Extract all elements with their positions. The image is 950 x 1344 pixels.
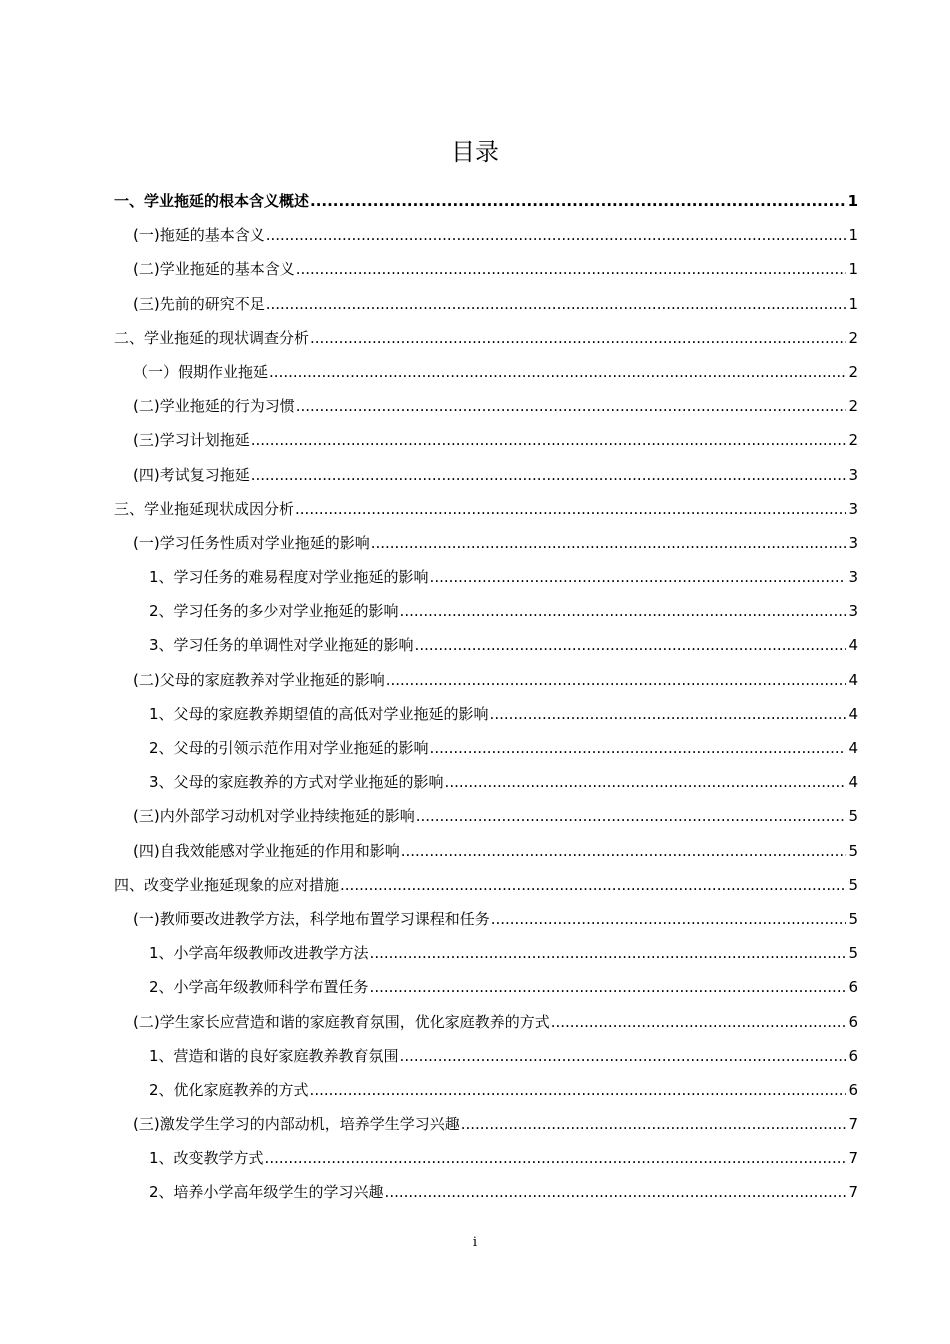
page-number: i — [472, 1235, 478, 1250]
toc-entry-page: 2 — [848, 362, 858, 381]
toc-entry[interactable] — [114, 1107, 858, 1141]
toc-entry[interactable] — [114, 799, 858, 833]
toc-entry-page: 1 — [848, 294, 858, 313]
dot-leader — [385, 1175, 847, 1209]
dot-leader — [296, 389, 847, 423]
toc-entry[interactable] — [114, 628, 858, 662]
toc-entry[interactable] — [114, 663, 858, 697]
toc-entry-page: 5 — [848, 909, 858, 928]
toc-entry-label: 2、培养小学高年级学生的学习兴趣 — [149, 1183, 384, 1202]
toc-entry-page: 4 — [848, 636, 858, 655]
dot-leader — [461, 1107, 847, 1141]
dot-leader — [296, 252, 847, 286]
toc-entry-page: 1 — [847, 192, 858, 210]
toc-entry-page: 2 — [848, 397, 858, 416]
toc-entry-label: 1、改变教学方式 — [149, 1149, 264, 1168]
toc-entry[interactable] — [114, 970, 858, 1004]
toc-entry[interactable] — [114, 218, 858, 252]
toc-entry[interactable] — [114, 252, 858, 286]
toc-entry-page: 1 — [848, 226, 858, 245]
toc-entry[interactable] — [114, 731, 858, 765]
dot-leader — [266, 287, 847, 321]
dot-leader — [430, 560, 847, 594]
toc-title: 目录 — [451, 138, 499, 166]
toc-entry-page: 4 — [848, 739, 858, 757]
toc-entry-label: 2、优化家庭教养的方式 — [149, 1080, 309, 1099]
dot-leader — [445, 765, 847, 799]
toc-entry-label: 1、父母的家庭教养期望值的高低对学业拖延的影响 — [149, 704, 489, 723]
toc-entry[interactable] — [114, 458, 858, 492]
toc-entry-page: 6 — [848, 1012, 858, 1031]
table-of-contents — [114, 184, 858, 1210]
toc-entry[interactable] — [114, 868, 858, 902]
toc-entry-page: 7 — [848, 1149, 858, 1168]
toc-entry-label: (二)学业拖延的基本含义 — [133, 260, 295, 279]
toc-entry[interactable] — [114, 321, 858, 355]
toc-entry[interactable] — [114, 1039, 858, 1073]
dot-leader — [295, 492, 846, 526]
dot-leader — [370, 936, 847, 970]
toc-entry-label: 四、改变学业拖延现象的应对措施 — [114, 875, 340, 894]
toc-entry[interactable] — [114, 526, 858, 560]
dot-leader — [370, 970, 847, 1004]
toc-entry-label: 1、学习任务的难易程度对学业拖延的影响 — [149, 568, 429, 587]
dot-leader — [265, 1141, 847, 1175]
toc-entry-page: 4 — [848, 704, 858, 723]
toc-entry[interactable] — [114, 594, 858, 628]
toc-entry-page: 5 — [848, 875, 858, 894]
toc-entry[interactable] — [114, 492, 858, 526]
toc-entry-label: (二)学生家长应营造和谐的家庭教育氛围，优化家庭教养的方式 — [133, 1012, 550, 1031]
dot-leader — [401, 834, 847, 868]
toc-entry[interactable] — [114, 1005, 858, 1039]
dot-leader — [490, 697, 847, 731]
toc-entry-page: 2 — [848, 328, 858, 347]
toc-entry[interactable] — [114, 902, 858, 936]
toc-entry-label: 三、学业拖延现状成因分析 — [114, 499, 295, 518]
toc-entry-label: (三)学习计划拖延 — [133, 431, 250, 450]
toc-entry-label: 2、父母的引领示范作用对学业拖延的影响 — [149, 739, 429, 757]
toc-entry[interactable] — [114, 1073, 858, 1107]
dot-leader — [269, 355, 846, 389]
toc-entry[interactable] — [114, 389, 858, 423]
toc-entry[interactable] — [114, 423, 858, 457]
toc-entry-label: 二、学业拖延的现状调查分析 — [114, 328, 310, 347]
toc-entry-label: （一）假期作业拖延 — [133, 362, 269, 381]
toc-entry-page: 3 — [848, 499, 858, 518]
toc-entry[interactable] — [114, 1141, 858, 1175]
toc-entry[interactable] — [114, 834, 858, 868]
dot-leader — [310, 1073, 847, 1107]
dot-leader — [416, 799, 847, 833]
toc-entry-page: 6 — [848, 978, 858, 997]
toc-entry-label: (一)教师要改进教学方法，科学地布置学习课程和任务 — [133, 909, 490, 928]
dot-leader — [386, 663, 847, 697]
dot-leader — [340, 868, 846, 902]
toc-entry[interactable] — [114, 1175, 858, 1209]
toc-entry-page: 3 — [848, 568, 858, 587]
toc-entry[interactable] — [114, 184, 858, 218]
toc-entry-page: 5 — [848, 807, 858, 826]
dot-leader — [251, 423, 847, 457]
toc-entry-page: 7 — [848, 1183, 858, 1202]
dot-leader — [310, 184, 846, 218]
dot-leader — [251, 458, 847, 492]
toc-entry-label: 3、父母的家庭教养的方式对学业拖延的影响 — [149, 773, 444, 792]
toc-entry-label: 3、学习任务的单调性对学业拖延的影响 — [149, 636, 414, 655]
toc-entry-label: 1、营造和谐的良好家庭教养教育氛围 — [149, 1046, 399, 1065]
toc-entry-page: 6 — [848, 1046, 858, 1065]
toc-entry-label: 2、小学高年级教师科学布置任务 — [149, 978, 369, 997]
dot-leader — [400, 594, 847, 628]
toc-entry-label: (二)父母的家庭教养对学业拖延的影响 — [133, 670, 385, 689]
toc-entry[interactable] — [114, 355, 858, 389]
toc-entry-page: 3 — [848, 602, 858, 621]
dot-leader — [310, 321, 846, 355]
toc-entry[interactable] — [114, 936, 858, 970]
toc-entry[interactable] — [114, 765, 858, 799]
toc-entry-label: (四)自我效能感对学业拖延的作用和影响 — [133, 841, 400, 860]
toc-entry-page: 5 — [848, 944, 858, 963]
toc-entry-label: (三)激发学生学习的内部动机，培养学生学习兴趣 — [133, 1115, 460, 1134]
toc-entry[interactable] — [114, 560, 858, 594]
toc-entry-page: 6 — [848, 1080, 858, 1099]
toc-entry-label: (四)考试复习拖延 — [133, 465, 250, 484]
toc-entry-label: (一)学习任务性质对学业拖延的影响 — [133, 533, 370, 552]
dot-leader — [491, 902, 847, 936]
toc-entry-label: (三)先前的研究不足 — [133, 294, 265, 313]
dot-leader — [415, 628, 847, 662]
dot-leader — [400, 1039, 847, 1073]
toc-entry-page: 4 — [848, 670, 858, 689]
toc-entry-label: 2、学习任务的多少对学业拖延的影响 — [149, 602, 399, 621]
toc-entry-label: (三)内外部学习动机对学业持续拖延的影响 — [133, 807, 415, 826]
toc-entry-page: 2 — [848, 431, 858, 450]
toc-entry[interactable] — [114, 287, 858, 321]
toc-entry-label: 1、小学高年级教师改进教学方法 — [149, 944, 369, 963]
dot-leader — [371, 526, 847, 560]
dot-leader — [266, 218, 847, 252]
toc-entry-page: 4 — [848, 773, 858, 792]
dot-leader — [551, 1005, 847, 1039]
toc-entry-page: 3 — [848, 533, 858, 552]
toc-entry-label: (二)学业拖延的行为习惯 — [133, 397, 295, 416]
toc-entry-page: 5 — [848, 841, 858, 860]
toc-entry-page: 7 — [848, 1115, 858, 1134]
toc-entry-page: 3 — [848, 465, 858, 484]
toc-entry-label: (一)拖延的基本含义 — [133, 226, 265, 245]
toc-entry[interactable] — [114, 697, 858, 731]
toc-entry-label: 一、学业拖延的根本含义概述 — [114, 192, 310, 210]
dot-leader — [430, 731, 847, 765]
toc-entry-page: 1 — [848, 260, 858, 279]
